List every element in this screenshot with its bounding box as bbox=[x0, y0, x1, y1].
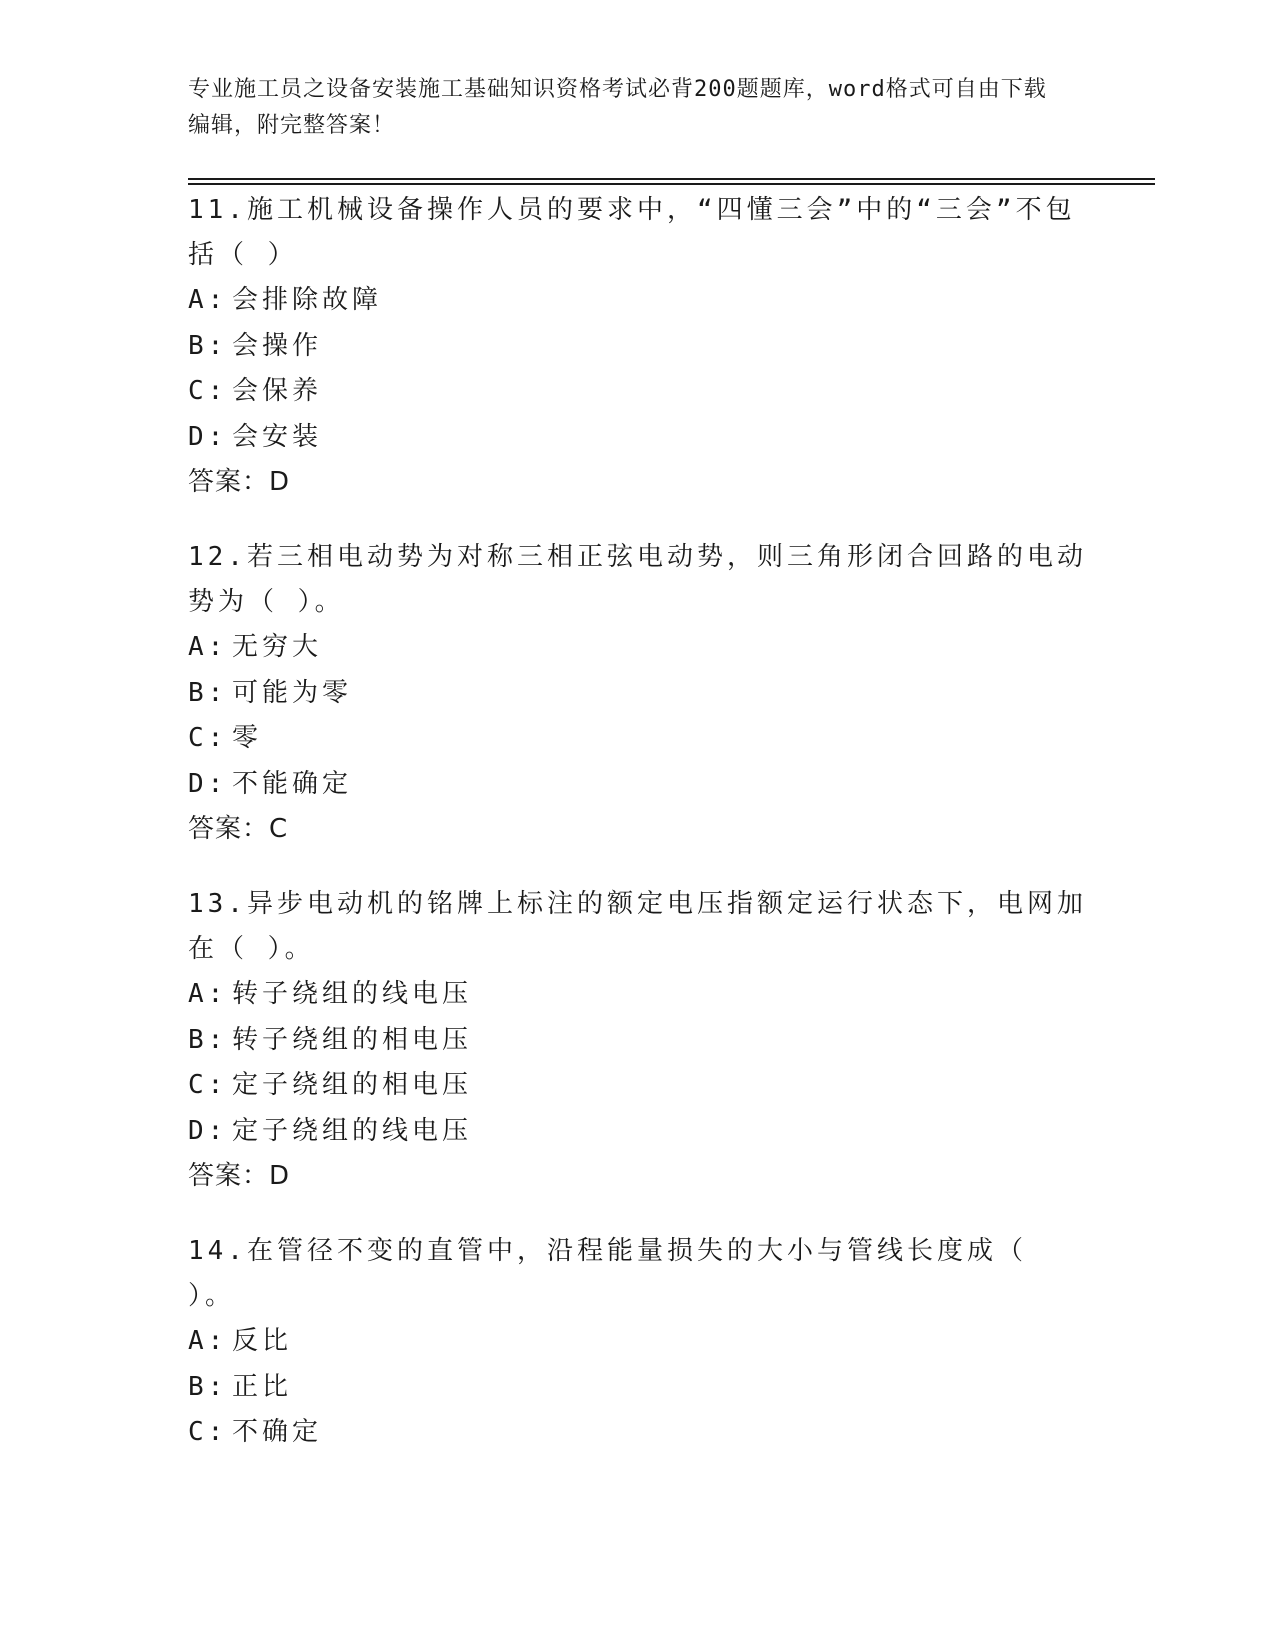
option-text: 定子绕组的相电压 bbox=[232, 1070, 473, 1100]
option-text: 正比 bbox=[232, 1371, 293, 1402]
option-key: A: bbox=[188, 1326, 228, 1356]
option-b bbox=[188, 324, 1088, 370]
option-b bbox=[188, 671, 1088, 717]
option-key: A: bbox=[188, 285, 228, 315]
option-key: A: bbox=[188, 979, 228, 1009]
option-key: D: bbox=[188, 421, 228, 452]
option-text: 会排除故障 bbox=[232, 285, 383, 315]
option-c bbox=[188, 1063, 1088, 1109]
option-c bbox=[188, 716, 1088, 762]
option-text: 反比 bbox=[232, 1326, 293, 1356]
option-key: B: bbox=[188, 677, 228, 708]
option-a bbox=[188, 625, 1088, 671]
option-key: C: bbox=[188, 376, 228, 406]
option-key: D: bbox=[188, 768, 228, 799]
question-list bbox=[188, 188, 1088, 1486]
question-block bbox=[188, 188, 1088, 505]
option-text: 转子绕组的线电压 bbox=[232, 979, 473, 1009]
option-key: C: bbox=[188, 1070, 228, 1100]
option-text: 不能确定 bbox=[232, 768, 353, 799]
option-key: B: bbox=[188, 1371, 228, 1402]
option-text: 会保养 bbox=[232, 376, 323, 406]
option-text: 不确定 bbox=[232, 1417, 323, 1447]
option-key: D: bbox=[188, 1115, 228, 1146]
option-text: 可能为零 bbox=[232, 677, 353, 708]
option-d bbox=[188, 1109, 1088, 1155]
answer-line: 答案：C bbox=[188, 814, 289, 844]
option-key: C: bbox=[188, 723, 228, 753]
option-a bbox=[188, 972, 1088, 1018]
answer-line: 答案：D bbox=[188, 467, 291, 497]
header-divider-top bbox=[188, 178, 1155, 180]
option-text: 会安装 bbox=[232, 421, 323, 452]
option-text: 会操作 bbox=[232, 330, 323, 361]
option-key: C: bbox=[188, 1417, 228, 1447]
document-header: 专业施工员之设备安装施工基础知识资格考试必背200题题库，word格式可自由下载编辑，附完整答案！ bbox=[188, 77, 1047, 138]
question-stem: 11.施工机械设备操作人员的要求中，“四懂三会”中的“三会”不包括（ ） bbox=[188, 195, 1076, 270]
option-b bbox=[188, 1018, 1088, 1064]
option-b bbox=[188, 1365, 1088, 1411]
option-d bbox=[188, 762, 1088, 808]
question-block bbox=[188, 1229, 1088, 1456]
option-text: 无穷大 bbox=[232, 632, 323, 662]
option-text: 转子绕组的相电压 bbox=[232, 1024, 473, 1055]
header-divider-bottom bbox=[188, 183, 1155, 185]
answer-line: 答案：D bbox=[188, 1161, 291, 1191]
option-a bbox=[188, 1319, 1088, 1365]
option-c bbox=[188, 369, 1088, 415]
option-key: B: bbox=[188, 330, 228, 361]
option-text: 零 bbox=[232, 723, 263, 753]
option-text: 定子绕组的线电压 bbox=[232, 1115, 473, 1146]
question-block bbox=[188, 882, 1088, 1199]
question-block bbox=[188, 535, 1088, 852]
question-stem: 12.若三相电动势为对称三相正弦电动势，则三角形闭合回路的电动势为（ ）。 bbox=[188, 542, 1087, 617]
option-c bbox=[188, 1410, 1088, 1456]
option-d bbox=[188, 415, 1088, 461]
option-a bbox=[188, 278, 1088, 324]
option-key: A: bbox=[188, 632, 228, 662]
question-stem: 13.异步电动机的铭牌上标注的额定电压指额定运行状态下，电网加在（ ）。 bbox=[188, 889, 1087, 964]
option-key: B: bbox=[188, 1024, 228, 1055]
question-stem: 14.在管径不变的直管中，沿程能量损失的大小与管线长度成（ ）。 bbox=[188, 1236, 1027, 1311]
